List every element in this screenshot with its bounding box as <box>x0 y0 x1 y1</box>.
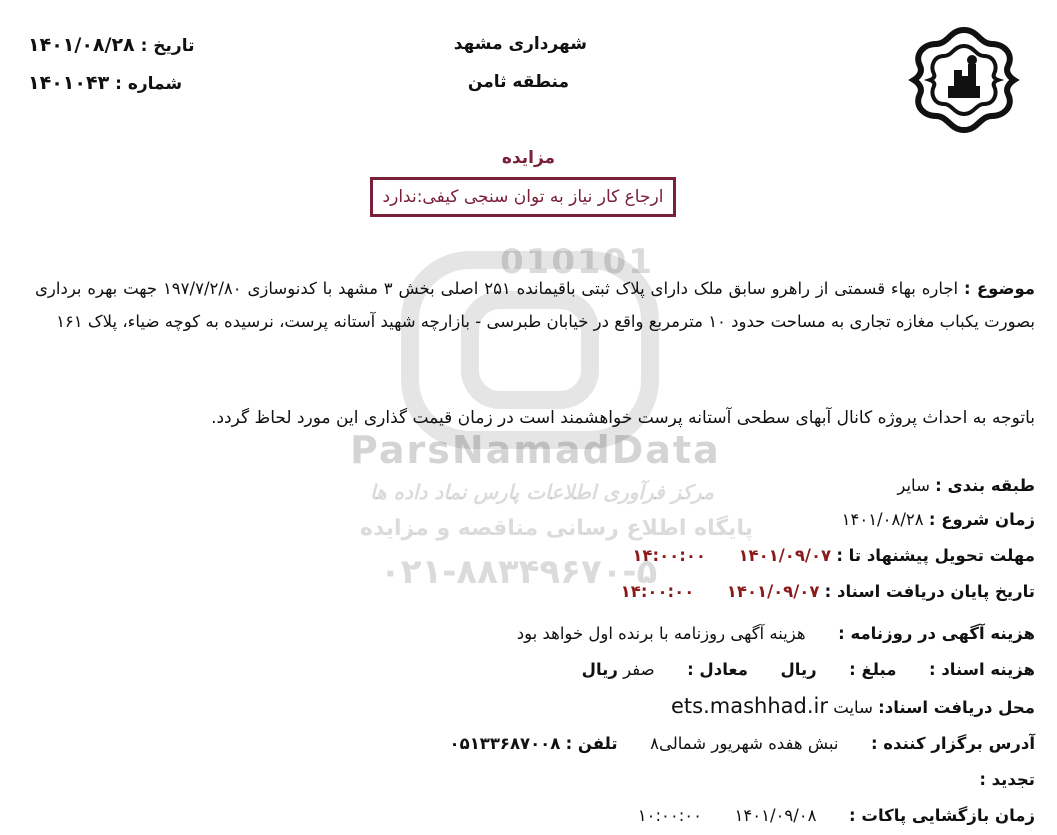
doc-place-site-link[interactable]: ets.mashhad.ir <box>671 694 828 718</box>
category-row <box>897 476 1035 495</box>
number-row <box>28 72 182 94</box>
opening-row <box>638 806 1035 825</box>
watermark-digits: 010101 <box>500 242 654 282</box>
organization-name: شهرداری مشهد <box>453 34 587 54</box>
category-label: طبقه بندی : <box>935 476 1035 495</box>
renewal-label: تجدید : <box>979 770 1035 789</box>
doc-place-label: محل دریافت اسناد: <box>878 698 1035 717</box>
doc-cost-row <box>582 660 1035 679</box>
address-value: نبش هفده شهریور شمالی۸ <box>650 734 839 753</box>
equivalent-value: صفر <box>623 660 655 679</box>
pricing-note: باتوجه به احداث پروژه کانال آبهای سطحی آستانه پرست خواهشمند است در زمان قیمت گذاری این مورد لحاظ گردد. <box>211 408 1035 428</box>
start-label: زمان شروع : <box>928 510 1035 529</box>
docs-end-time: ۱۴:۰۰:۰۰ <box>620 582 695 601</box>
opening-label: زمان بازگشایی پاکات : <box>849 806 1035 825</box>
quality-assessment-notice: ارجاع کار نیاز به توان سنجی کیفی:ندارد <box>370 177 676 217</box>
deadline-row <box>632 546 1035 565</box>
deadline-time: ۱۴:۰۰:۰۰ <box>632 546 706 565</box>
equivalent-unit: ریال <box>581 660 618 679</box>
ad-cost-label: هزینه آگهی در روزنامه : <box>838 624 1035 643</box>
ad-cost-value: هزینه آگهی روزنامه با برنده اول خواهد بود <box>516 624 806 643</box>
number-value: ۱۴۰۱۰۴۳ <box>28 72 110 94</box>
watermark-line2: پایگاه اطلاع رسانی مناقصه و مزایده <box>360 516 753 541</box>
ad-cost-row <box>517 624 1035 643</box>
deadline-label: مهلت تحویل پیشنهاد تا : <box>836 546 1035 565</box>
region-name: منطقه ثامن <box>467 72 569 92</box>
amount-unit: ریال <box>780 660 817 679</box>
address-row <box>450 734 1035 753</box>
doc-place-prefix: سایت <box>833 698 873 717</box>
page-title: مزایده <box>501 148 556 168</box>
watermark-line1: مرکز فرآوری اطلاعات پارس نماد داده ها <box>370 480 714 504</box>
address-label: آدرس برگزار کننده : <box>870 734 1035 753</box>
number-label: شماره : <box>115 74 183 94</box>
doc-place-row <box>671 694 1035 718</box>
deadline-date: ۱۴۰۱/۰۹/۰۷ <box>738 546 832 565</box>
docs-end-date: ۱۴۰۱/۰۹/۰۷ <box>726 582 820 601</box>
subject-text: اجاره بهاء قسمتی از راهرو سابق ملک دارای پلاک ثبتی باقیمانده ۲۵۱ اصلی بخش ۳ مشهد با کدنوسازی ۱۹۷/۷/۲/۸۰ جهت بهره برداری بصورت یکباب مغازه تجاری به مساحت حدود ۱۰ مترمربع واقع در خیابان طبرسی - بازارچه شهید آستانه پرست، نرسیده به کوچه ضیاء، پلاک ۱۶۱ <box>35 279 1035 331</box>
phone-label: تلفن : <box>565 734 618 753</box>
phone-value: ۰۵۱۳۳۶۸۷۰۰۸ <box>449 734 561 753</box>
date-row <box>28 34 194 56</box>
start-row <box>842 510 1035 529</box>
date-label: تاریخ : <box>140 36 195 56</box>
category-value: سایر <box>897 476 930 495</box>
subject-paragraph <box>35 272 1035 338</box>
docs-end-row <box>621 582 1035 601</box>
watermark-brand: ParsNamadData <box>350 428 721 472</box>
doc-cost-label: هزینه اسناد : <box>928 660 1035 679</box>
municipality-logo-icon <box>908 24 1020 136</box>
opening-time: ۱۰:۰۰:۰۰ <box>637 806 703 825</box>
watermark-phone: ۰۲۱-۸۸۳۴۹۶۷۰-۵ <box>380 552 658 592</box>
date-value: ۱۴۰۱/۰۸/۲۸ <box>28 34 135 56</box>
subject-label: موضوع : <box>963 279 1036 298</box>
renewal-row <box>979 770 1035 789</box>
opening-date: ۱۴۰۱/۰۹/۰۸ <box>734 806 817 825</box>
equivalent-label: معادل : <box>687 660 748 679</box>
amount-label: مبلغ : <box>849 660 897 679</box>
start-value: ۱۴۰۱/۰۸/۲۸ <box>841 510 924 529</box>
docs-end-label: تاریخ پایان دریافت اسناد : <box>824 582 1035 601</box>
